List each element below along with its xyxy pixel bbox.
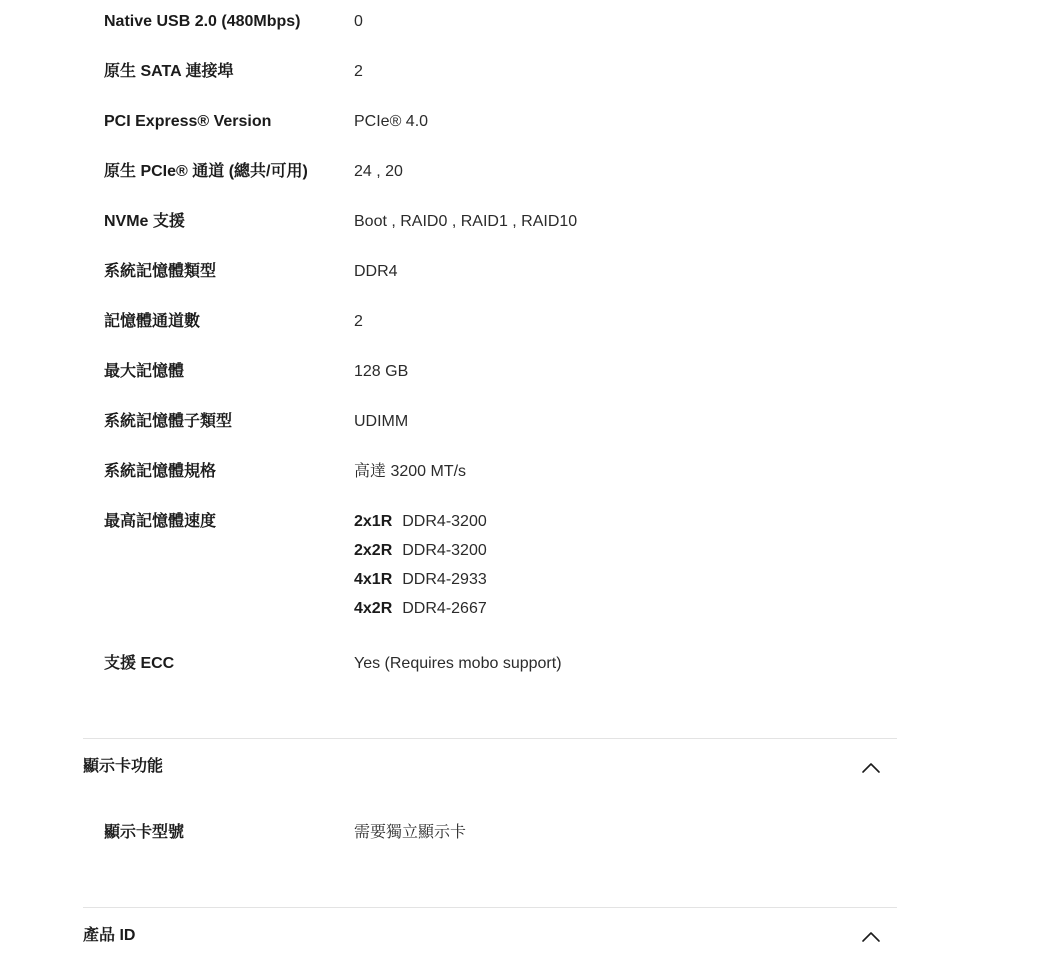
memory-rank: 2x2R xyxy=(354,542,393,559)
section-header-graphics[interactable] xyxy=(83,755,897,779)
spec-label: 顯示卡型號 xyxy=(104,824,185,841)
memory-speed-list xyxy=(354,511,487,627)
memory-speed-entry xyxy=(354,511,487,540)
spec-value: 0 xyxy=(354,13,363,30)
spec-label: NVMe 支援 xyxy=(104,213,185,230)
memory-rank: 2x1R xyxy=(354,513,393,530)
spec-label: Native USB 2.0 (480Mbps) xyxy=(104,13,301,30)
spec-value: 2 xyxy=(354,63,363,80)
section-divider xyxy=(83,907,897,908)
spec-label: 最大記憶體 xyxy=(104,363,185,380)
spec-value: Yes (Requires mobo support) xyxy=(354,655,562,672)
section-divider xyxy=(83,738,897,739)
memory-speed-entry xyxy=(354,540,487,569)
spec-value: 高達 3200 MT/s xyxy=(354,463,467,480)
spec-label: 系統記憶體規格 xyxy=(104,463,217,480)
memory-speed-entry xyxy=(354,598,487,627)
memory-speed-value: DDR4-3200 xyxy=(402,542,487,559)
spec-value: 24 , 20 xyxy=(354,163,403,180)
spec-label: 最高記憶體速度 xyxy=(104,513,217,530)
spec-label: 原生 PCIe® 通道 (總共/可用) xyxy=(104,163,308,180)
chevron-up-icon[interactable] xyxy=(859,928,883,946)
section-header-product-id[interactable] xyxy=(83,924,897,948)
spec-value: PCIe® 4.0 xyxy=(354,113,429,130)
spec-label: 系統記憶體類型 xyxy=(104,263,217,280)
spec-value: DDR4 xyxy=(354,263,398,280)
spec-label: 系統記憶體子類型 xyxy=(104,413,233,430)
spec-label: 記憶體通道數 xyxy=(104,313,201,330)
memory-rank: 4x2R xyxy=(354,600,393,617)
spec-label: 支援 ECC xyxy=(104,655,175,672)
memory-rank: 4x1R xyxy=(354,571,393,588)
spec-value: 需要獨立顯示卡 xyxy=(354,824,467,841)
spec-label: PCI Express® Version xyxy=(104,113,272,130)
memory-speed-value: DDR4-3200 xyxy=(402,513,487,530)
spec-label: 原生 SATA 連接埠 xyxy=(104,63,234,80)
spec-value: UDIMM xyxy=(354,413,409,430)
memory-speed-value: DDR4-2933 xyxy=(402,571,487,588)
section-title: 顯示卡功能 xyxy=(83,758,164,775)
spec-value: Boot , RAID0 , RAID1 , RAID10 xyxy=(354,213,578,230)
chevron-up-icon[interactable] xyxy=(859,759,883,777)
memory-speed-value: DDR4-2667 xyxy=(402,600,487,617)
section-title: 產品 ID xyxy=(83,927,136,944)
spec-value: 2 xyxy=(354,313,363,330)
memory-speed-entry xyxy=(354,569,487,598)
spec-value: 128 GB xyxy=(354,363,409,380)
